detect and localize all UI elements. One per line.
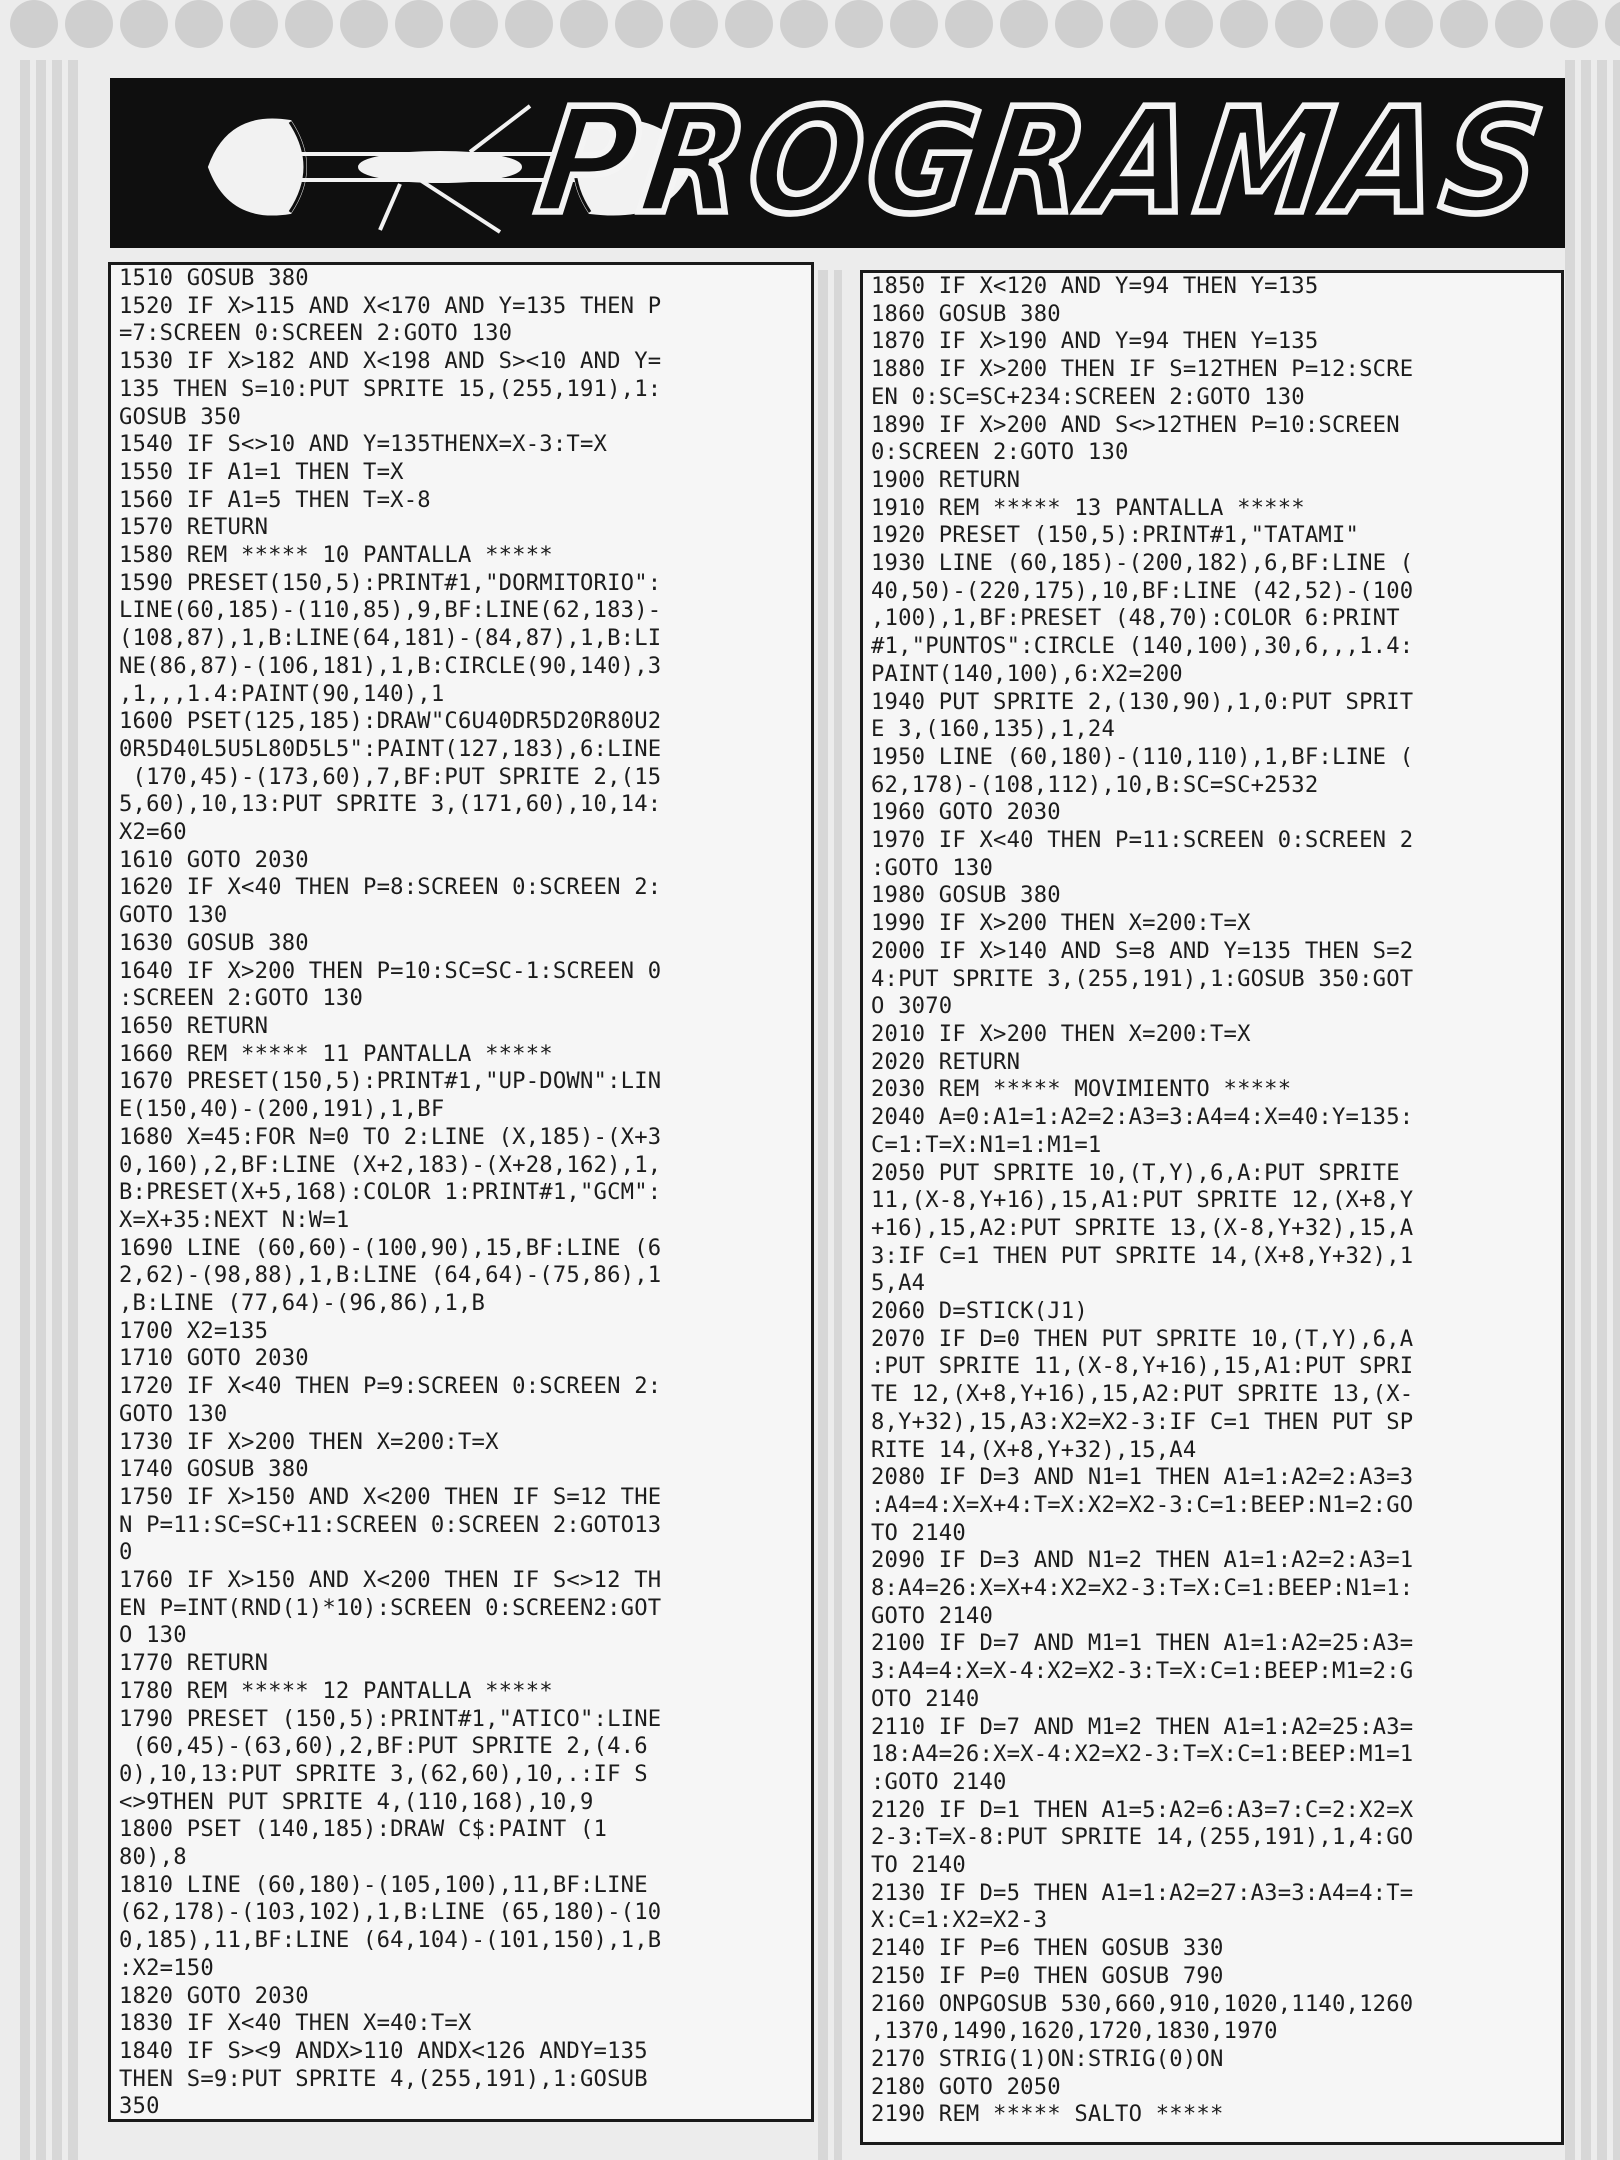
code-line: THEN S=9:PUT SPRITE 4,(255,191),1:GOSUB — [119, 2065, 648, 2092]
code-line: (60,45)-(63,60),2,BF:PUT SPRITE 2,(4.6 — [119, 1733, 648, 1760]
code-line: 1980 GOSUB 380 — [871, 882, 1061, 909]
code-line: 2030 REM ***** MOVIMIENTO ***** — [871, 1076, 1292, 1103]
code-line: GOSUB 350 — [119, 403, 242, 430]
code-line: 18:A4=26:X=X-4:X2=X2-3:T=X:C=1:BEEP:M1=1 — [871, 1741, 1414, 1768]
code-line: 2100 IF D=7 AND M1=1 THEN A1=1:A2=25:A3= — [871, 1630, 1414, 1657]
binder-hole — [1385, 0, 1433, 48]
code-line: X:C=1:X2=X2-3 — [871, 1907, 1048, 1934]
binder-hole — [1055, 0, 1103, 48]
binder-hole — [450, 0, 498, 48]
code-line: 62,178)-(108,112),10,B:SC=SC+2532 — [871, 771, 1319, 798]
code-line: 0,160),2,BF:LINE (X+2,183)-(X+28,162),1, — [119, 1151, 662, 1178]
code-line: O 3070 — [871, 993, 953, 1020]
code-line: 1640 IF X>200 THEN P=10:SC=SC-1:SCREEN 0 — [119, 957, 662, 984]
code-line: 1840 IF S><9 ANDX>110 ANDX<126 ANDY=135 — [119, 2038, 648, 2064]
code-line: 1530 IF X>182 AND X<198 AND S><10 AND Y= — [119, 348, 662, 375]
page-title: PROGRAMAS — [527, 77, 1557, 247]
code-line: 1670 PRESET(150,5):PRINT#1,"UP-DOWN":LIN — [119, 1068, 662, 1095]
code-line: C=1:T=X:N1=1:M1=1 — [871, 1131, 1102, 1158]
binder-hole — [285, 0, 333, 48]
code-line: TO 2140 — [871, 1852, 966, 1879]
code-line: :GOTO 130 — [871, 854, 994, 881]
code-line: 1750 IF X>150 AND X<200 THEN IF S=12 THE — [119, 1483, 662, 1510]
code-line: 2020 RETURN — [871, 1048, 1021, 1075]
code-line: EN 0:SC=SC+234:SCREEN 2:GOTO 130 — [871, 383, 1305, 410]
binder-hole — [890, 0, 938, 48]
code-line: 1550 IF A1=1 THEN T=X — [119, 458, 404, 485]
center-stripe-divider — [818, 270, 842, 2160]
code-line: 2060 D=STICK(J1) — [871, 1298, 1088, 1325]
code-line: 1690 LINE (60,60)-(100,90),15,BF:LINE (6 — [119, 1234, 662, 1261]
code-line: GOTO 130 — [119, 1400, 228, 1427]
code-line: 3:A4=4:X=X-4:X2=X2-3:T=X:C=1:BEEP:M1=2:G — [871, 1658, 1414, 1685]
code-line: 0R5D40L5U5L80D5L5":PAINT(127,183),6:LINE — [119, 735, 662, 762]
code-line: ,B:LINE (77,64)-(96,86),1,B — [119, 1290, 486, 1317]
binder-hole — [340, 0, 388, 48]
code-line: :X2=150 — [119, 1954, 214, 1981]
binder-hole — [1110, 0, 1158, 48]
code-line: 1540 IF S<>10 AND Y=135THENX=X-3:T=X — [119, 431, 608, 458]
code-line: 1680 X=45:FOR N=0 TO 2:LINE (X,185)-(X+3 — [119, 1123, 662, 1150]
code-line: 4:PUT SPRITE 3,(255,191),1:GOSUB 350:GOT — [871, 965, 1414, 992]
code-line: ,1,,,1.4:PAINT(90,140),1 — [119, 680, 445, 707]
code-line: 1890 IF X>200 AND S<>12THEN P=10:SCREEN — [871, 411, 1400, 438]
code-line: <>9THEN PUT SPRITE 4,(110,168),10,9 — [119, 1788, 594, 1815]
code-line: 2-3:T=X-8:PUT SPRITE 14,(255,191),1,4:GO — [871, 1824, 1414, 1851]
code-line: 1910 REM ***** 13 PANTALLA ***** — [871, 494, 1305, 521]
binder-hole — [1000, 0, 1048, 48]
code-line: 1990 IF X>200 THEN X=200:T=X — [871, 910, 1251, 937]
code-line: 1630 GOSUB 380 — [119, 929, 309, 956]
code-listing-right — [860, 270, 1564, 2145]
code-line: 2010 IF X>200 THEN X=200:T=X — [871, 1020, 1251, 1047]
left-stripe-border — [20, 60, 82, 2160]
code-line: 2110 IF D=7 AND M1=2 THEN A1=1:A2=25:A3= — [871, 1713, 1414, 1740]
code-line: =7:SCREEN 0:SCREEN 2:GOTO 130 — [119, 320, 513, 347]
binder-hole — [120, 0, 168, 48]
code-line: 2150 IF P=0 THEN GOSUB 790 — [871, 1962, 1224, 1989]
binder-hole — [560, 0, 608, 48]
code-line: E 3,(160,135),1,24 — [871, 716, 1116, 743]
code-line: 8,Y+32),15,A3:X2=X2-3:IF C=1 THEN PUT SP — [871, 1408, 1414, 1435]
code-line: X=X+35:NEXT N:W=1 — [119, 1206, 350, 1233]
code-line: EN P=INT(RND(1)*10):SCREEN 0:SCREEN2:GOT — [119, 1594, 662, 1621]
code-line: 1920 PRESET (150,5):PRINT#1,"TATAMI" — [871, 522, 1360, 549]
code-line: 2,62)-(98,88),1,B:LINE (64,64)-(75,86),1 — [119, 1262, 662, 1289]
binder-hole — [1495, 0, 1543, 48]
code-line: 0),10,13:PUT SPRITE 3,(62,60),10,.:IF S — [119, 1760, 648, 1787]
code-line: 350 — [119, 2093, 160, 2120]
code-line: 1580 REM ***** 10 PANTALLA ***** — [119, 542, 553, 569]
binder-hole — [1550, 0, 1598, 48]
code-line: O 130 — [119, 1622, 187, 1649]
binder-hole — [65, 0, 113, 48]
code-line: :SCREEN 2:GOTO 130 — [119, 985, 364, 1012]
code-line: 1790 PRESET (150,5):PRINT#1,"ATICO":LINE — [119, 1705, 662, 1732]
code-line: 1600 PSET(125,185):DRAW"C6U40DR5D20R80U2 — [119, 708, 662, 735]
code-line: X2=60 — [119, 819, 187, 846]
right-stripe-border — [1565, 60, 1620, 2160]
code-line: 2040 A=0:A1=1:A2=2:A3=3:A4=4:X=40:Y=135: — [871, 1104, 1414, 1131]
code-line: (170,45)-(173,60),7,BF:PUT SPRITE 2,(15 — [119, 763, 662, 790]
binder-hole — [175, 0, 223, 48]
code-line: 2070 IF D=0 THEN PUT SPRITE 10,(T,Y),6,A — [871, 1325, 1414, 1352]
code-line: 8:A4=26:X=X+4:X2=X2-3:T=X:C=1:BEEP:N1=1: — [871, 1575, 1414, 1602]
binder-hole — [670, 0, 718, 48]
code-line: 0 — [119, 1539, 133, 1566]
code-line: 1940 PUT SPRITE 2,(130,90),1,0:PUT SPRIT — [871, 688, 1414, 715]
code-line: 1860 GOSUB 380 — [871, 300, 1061, 327]
code-line: 1660 REM ***** 11 PANTALLA ***** — [119, 1040, 553, 1067]
code-line: 1880 IF X>200 THEN IF S=12THEN P=12:SCRE — [871, 356, 1414, 383]
code-line: 2130 IF D=5 THEN A1=1:A2=27:A3=3:A4=4:T= — [871, 1879, 1414, 1906]
code-line: 1740 GOSUB 380 — [119, 1456, 309, 1483]
code-line: 5,60),10,13:PUT SPRITE 3,(171,60),10,14: — [119, 791, 662, 818]
code-line: 0,185),11,BF:LINE (64,104)-(101,150),1,B — [119, 1927, 662, 1954]
binder-hole — [505, 0, 553, 48]
code-line: 1760 IF X>150 AND X<200 THEN IF S<>12 TH — [119, 1567, 662, 1594]
code-line: #1,"PUNTOS":CIRCLE (140,100),30,6,,,1.4: — [871, 633, 1414, 660]
binder-hole — [1440, 0, 1488, 48]
code-line: 1650 RETURN — [119, 1012, 269, 1039]
code-line: 11,(X-8,Y+16),15,A1:PUT SPRITE 12,(X+8,Y — [871, 1187, 1414, 1214]
code-line: 2140 IF P=6 THEN GOSUB 330 — [871, 1935, 1224, 1962]
code-line: 2120 IF D=1 THEN A1=5:A2=6:A3=7:C=2:X2=X — [871, 1796, 1414, 1823]
code-line: N P=11:SC=SC+11:SCREEN 0:SCREEN 2:GOTO13 — [119, 1511, 662, 1538]
binder-hole — [230, 0, 278, 48]
code-line: LINE(60,185)-(110,85),9,BF:LINE(62,183)- — [119, 597, 662, 624]
code-line: E(150,40)-(200,191),1,BF — [119, 1096, 445, 1123]
binder-hole — [1275, 0, 1323, 48]
code-line: 1700 X2=135 — [119, 1317, 269, 1344]
code-line: 5,A4 — [871, 1270, 926, 1297]
code-line: (108,87),1,B:LINE(64,181)-(84,87),1,B:LI — [119, 625, 662, 652]
code-line: 1850 IF X<120 AND Y=94 THEN Y=135 — [871, 273, 1319, 299]
code-line: 80),8 — [119, 1844, 187, 1871]
code-line: :A4=4:X=X+4:T=X:X2=X2-3:C=1:BEEP:N1=2:GO — [871, 1491, 1414, 1518]
code-line: GOTO 2140 — [871, 1602, 994, 1629]
code-line: RITE 14,(X+8,Y+32),15,A4 — [871, 1436, 1197, 1463]
code-line: 1620 IF X<40 THEN P=8:SCREEN 0:SCREEN 2: — [119, 874, 662, 901]
binder-hole — [395, 0, 443, 48]
code-line: 2160 ONPGOSUB 530,660,910,1020,1140,1260 — [871, 1990, 1414, 2017]
binder-holes — [0, 0, 1620, 66]
code-line: :PUT SPRITE 11,(X-8,Y+16),15,A1:PUT SPRI — [871, 1353, 1414, 1380]
code-line: 1930 LINE (60,185)-(200,182),6,BF:LINE ( — [871, 550, 1414, 577]
code-line: 1870 IF X>190 AND Y=94 THEN Y=135 — [871, 328, 1319, 355]
code-line: +16),15,A2:PUT SPRITE 13,(X-8,Y+32),15,A — [871, 1214, 1414, 1241]
code-line: 2050 PUT SPRITE 10,(T,Y),6,A:PUT SPRITE — [871, 1159, 1400, 1186]
code-line: 40,50)-(220,175),10,BF:LINE (42,52)-(100 — [871, 577, 1414, 604]
code-line: 1960 GOTO 2030 — [871, 799, 1061, 826]
code-line: ,1370,1490,1620,1720,1830,1970 — [871, 2018, 1278, 2045]
code-line: 1510 GOSUB 380 — [119, 265, 309, 291]
binder-hole — [1165, 0, 1213, 48]
code-line: :GOTO 2140 — [871, 1768, 1007, 1795]
code-line: 1820 GOTO 2030 — [119, 1982, 309, 2009]
code-line: (62,178)-(103,102),1,B:LINE (65,180)-(10 — [119, 1899, 662, 1926]
code-line: TO 2140 — [871, 1519, 966, 1546]
header-banner — [110, 78, 1565, 248]
binder-hole — [835, 0, 883, 48]
code-line: 1730 IF X>200 THEN X=200:T=X — [119, 1428, 499, 1455]
code-line: 1570 RETURN — [119, 514, 269, 541]
code-line: 2180 GOTO 2050 — [871, 2073, 1061, 2100]
code-line: 1900 RETURN — [871, 466, 1021, 493]
code-line: B:PRESET(X+5,168):COLOR 1:PRINT#1,"GCM": — [119, 1179, 662, 1206]
binder-hole — [1220, 0, 1268, 48]
code-line: 1520 IF X>115 AND X<170 AND Y=135 THEN P — [119, 292, 662, 319]
code-line: 2080 IF D=3 AND N1=1 THEN A1=1:A2=2:A3=3 — [871, 1464, 1414, 1491]
binder-hole — [1605, 0, 1620, 48]
code-line: 2000 IF X>140 AND S=8 AND Y=135 THEN S=2 — [871, 937, 1414, 964]
code-line: 1950 LINE (60,180)-(110,110),1,BF:LINE ( — [871, 743, 1414, 770]
code-line: 1770 RETURN — [119, 1650, 269, 1677]
code-line: 1710 GOTO 2030 — [119, 1345, 309, 1372]
code-line: 135 THEN S=10:PUT SPRITE 15,(255,191),1: — [119, 375, 662, 402]
code-line: 1810 LINE (60,180)-(105,100),11,BF:LINE — [119, 1871, 648, 1898]
binder-hole — [945, 0, 993, 48]
code-line: 1560 IF A1=5 THEN T=X-8 — [119, 486, 431, 513]
binder-hole — [10, 0, 58, 48]
binder-hole — [780, 0, 828, 48]
code-line: 1830 IF X<40 THEN X=40:T=X — [119, 2010, 472, 2037]
code-line: 1610 GOTO 2030 — [119, 846, 309, 873]
code-line: PAINT(140,100),6:X2=200 — [871, 660, 1183, 687]
binder-hole — [725, 0, 773, 48]
code-line: 2170 STRIG(1)ON:STRIG(0)ON — [871, 2046, 1224, 2072]
code-line: NE(86,87)-(106,181),1,B:CIRCLE(90,140),3 — [119, 652, 662, 679]
code-line: 3:IF C=1 THEN PUT SPRITE 14,(X+8,Y+32),1 — [871, 1242, 1414, 1269]
binder-hole — [615, 0, 663, 48]
code-line: OTO 2140 — [871, 1685, 980, 1712]
code-line: TE 12,(X+8,Y+16),15,A2:PUT SPRITE 13,(X- — [871, 1381, 1414, 1408]
code-listing-left — [108, 262, 814, 2122]
code-line: 0:SCREEN 2:GOTO 130 — [871, 439, 1129, 466]
code-line: 1970 IF X<40 THEN P=11:SCREEN 0:SCREEN 2 — [871, 827, 1414, 854]
code-line: 2190 REM ***** SALTO ***** — [871, 2101, 1224, 2128]
code-line: 1720 IF X<40 THEN P=9:SCREEN 0:SCREEN 2: — [119, 1373, 662, 1400]
binder-hole — [1330, 0, 1378, 48]
code-line: GOTO 130 — [119, 902, 228, 929]
code-line: 1800 PSET (140,185):DRAW C$:PAINT (1 — [119, 1816, 608, 1843]
code-line: ,100),1,BF:PRESET (48,70):COLOR 6:PRINT — [871, 605, 1400, 632]
code-line: 1780 REM ***** 12 PANTALLA ***** — [119, 1677, 553, 1704]
code-line: 1590 PRESET(150,5):PRINT#1,"DORMITORIO": — [119, 569, 662, 596]
code-line: 2090 IF D=3 AND N1=2 THEN A1=1:A2=2:A3=1 — [871, 1547, 1414, 1574]
